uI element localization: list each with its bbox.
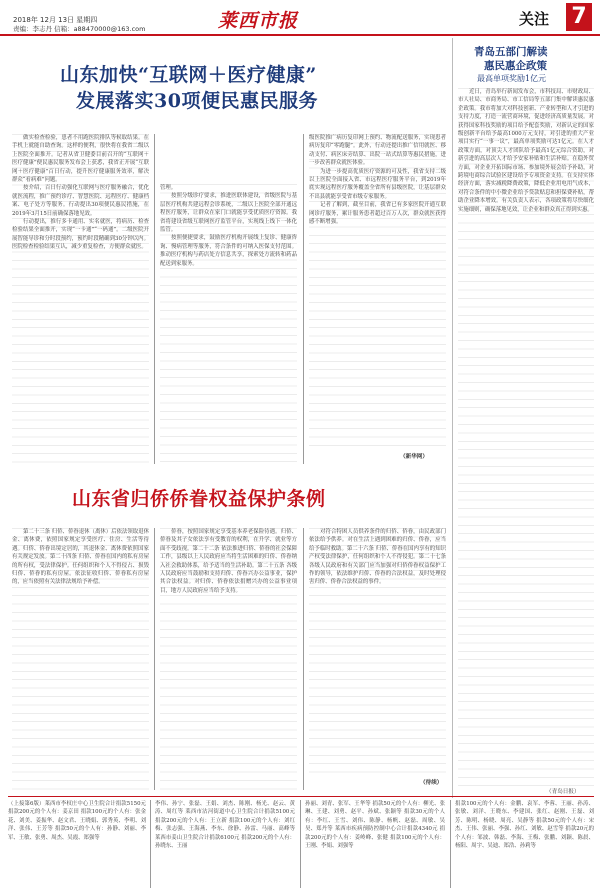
article2-divider [154, 528, 155, 790]
article1-col1-paragraph: 按介绍，百日行动强化互联网与医疗服务融合，优化就医流程，推广预约诊疗、智慧医院、远程医疗、健康档案、电子处方等服务。行动提出30项便民惠民措施，在2019年3月15日前确保落地见效。 [12, 185, 149, 217]
article1-col3-paragraph: 记者了解到，截至目前，我省已有多家医院开通互联网诊疗服务，累计服务患者超过百万人次，群众就医获得感不断增强。 [309, 202, 446, 226]
donations-top-rule [8, 796, 594, 797]
sidebar-credit: （青岛日报） [546, 789, 580, 795]
masthead [0, 0, 600, 36]
article2-column2: 侨眷，按照国家规定享受基本养老保险待遇。归侨、侨眷及其子女依法享有受教育的权利，在升学、就业等方面不受歧视。第二十二条 依法推进归侨、侨眷的社会保障工作，县级以上人民政府应当将生活困难的归侨、侨眷纳入社会救助体系，给予适当的生活补助。第二十五条 各级人民政府应当鼓励和支持归侨、侨眷兴办公益事业，保护其合法权益。对归侨、侨眷依法捐赠兴办的公益事业项目，地方人民政府应当给予支持。 [160, 528, 297, 790]
donations-column1: （上接第6版）莱西市李权庄中心卫生院合计捐款5150元 捐款200元的个人有：姜京田 捐款100元的个人有：张金花、刘美、姜振华、赵文君、王晓娟、郭秀英、李明、刘洋、张伟、王芳等 捐款50元的个人有：孙静、刘丽、李军、王敏、张勇、周杰、吴霞、郑强等 [8, 801, 146, 841]
donations-column4: 捐款100元的个人有：金鹏、袁军、李蓉、王丽、孙涛、张敏、刘洋、王晓东、李建国、张红、赵刚、王磊、刘芳、陈明、杨晓、周亮、吴静等 捐款50元的个人有：宋杰、王伟、张丽、李强、孙红、刘敏、赵雪等 捐款20元的个人有：邹波、韩磊、李海、王梅、张鹏、刘颖、陈晨、杨阳、周宇、吴迪、郑浩、孙莉等 [455, 801, 594, 850]
article1-col2-paragraph: 按照分级诊疗要求，推进医联体建设，省级医院与基层医疗机构共建远程会诊系统，二级以上医院全部开通远程医疗服务，让群众在家门口就能享受优质医疗资源。我省将建设省级互联网医疗监管平台，实现线上线下一体化监管。 [160, 193, 297, 234]
article1-divider [303, 134, 304, 464]
article1-col2-paragraph: 按照便捷要求，鼓励医疗机构开展线上复诊、健康咨询、慢病管理等服务，符合条件的可纳入医保支付范围。推动医疗机构与药店处方信息共享，探索处方流转和药品配送到家服务。 [160, 235, 297, 267]
article1-column2 [160, 184, 297, 464]
masthead-rule [0, 34, 600, 36]
article1-column1 [12, 134, 149, 464]
donations-column2: 李伟、孙宁、张磊、王娟、刘杰、陈刚、杨光、赵云、黄涛、周红等 莱西市沽河街道中心卫生院合计捐款5100元 捐款200元的个人有：王立新 捐款100元的个人有：刘红梅、张志强、王海燕、李东、徐静、孙雷、马丽、高峰等 莱西市姜山卫生院合计捐款6100元 捐款200元的个人有：孙晓东、王丽 [155, 801, 295, 850]
masthead-date: 2018年 12月 13日 星期四 [13, 16, 98, 24]
donations-divider [450, 800, 451, 888]
article2-column1: 第二十三条 归侨、侨眷退休（离休）后依法领取退休金、离休费，依照国家规定享受医疗、住房、生活等待遇。归侨、侨眷出境定居的，其退休金、离休费依照国家有关规定发放。第二十四条 归侨、侨眷在国内的私有房屋的所有权，受法律保护。任何组织和个人不得侵占、损毁归侨、侨眷的私有房屋。依法征收归侨、侨眷私有房屋的，应当依照有关法律法规给予补偿。 [12, 528, 149, 790]
sidebar-headline2: 惠民惠企政策 [484, 60, 547, 72]
article1-title-line2: 发展落实30项便民惠民服务 [76, 90, 318, 112]
section-label: 关注 [519, 10, 550, 28]
sidebar-body: 近日，青岛举行新闻发布会，市科技局、市财政局、市人社局、市商务局、市工信局等五部门集中解读惠民惠企政策。我市将加大对科技创新、产业转型和人才引进的支持力度，打造一流营商环境，促进经济高质量发展。对获得国家科技奖励的项目给予配套奖励，对新认定的国家级创新平台给予最高1000万元支持，对引进的重大产业项目实行“一事一议”，最高单项奖励可达1亿元。在人才政策方面，对顶尖人才团队给予最高1亿元综合资助，对新引进的高层次人才给予安家补贴和生活补贴。在稳外贸方面，对企业开拓国际市场、参加境外展会给予补助，对跨境电商综合试验区建设给予专项资金支持。在支持实体经济方面，落实减税降费政策，降低企业用电用气成本，对符合条件的中小微企业给予贷款贴息和担保费补贴，帮助企业降本增效。有关负责人表示，各项政策将尽快细化实施细则，确保落地见效，让企业和群众真正得到实惠。 [458, 88, 594, 788]
donations-divider [150, 800, 151, 888]
page-number-badge [566, 3, 592, 31]
article2-column3: 对符合特困人员供养条件的归侨、侨眷，由民政部门依法给予供养。对在生活上遇到困难的归侨、侨眷，应当给予临时救助。第二十六条 归侨、侨眷在国内享有的知识产权受法律保护，任何组织和个人不得侵犯。第二十七条 各级人民政府和有关部门应当加强对归侨侨眷权益保护工作的领导，依法维护归侨、侨眷的合法权益，及时处理侵害归侨、侨眷合法权益的事件。 [309, 528, 446, 778]
masthead-editor-line: 责编：李志丹 信箱：a88470000@163.com [13, 25, 146, 33]
sidebar-headline1: 青岛五部门解读 [474, 46, 548, 58]
article1-col3-paragraph: 为进一步提高优质医疗资源的可及性，我省支持二级以上医院全面接入省、市远程医疗服务平台，到2019年底实现远程医疗服务覆盖全省所有县级医院，让基层群众不出县就能享受省市级专家服务。 [309, 168, 446, 200]
article1-title-line1: 山东加快“互联网＋医疗健康” [60, 64, 317, 86]
sidebar-divider [452, 38, 453, 798]
article2-divider [303, 528, 304, 790]
donations-column3: 孙丽、刘青、张军、王华等 捐款50元的个人有：柳光、张琳、王建、刘勇、赵平、孙斌、张颖等 捐款30元的个人有：李红、王雪、刘伟、陈静、杨帆、赵磊、周敏、吴昊、郑丹等 莱西市疾病预防控制中心合计捐款4340元 捐款200元的个人有：姜岭峰、张健 捐款100元的个人有：王刚、李娟、刘强等 [305, 801, 445, 850]
article1-divider [154, 134, 155, 464]
article1-column3 [309, 134, 446, 452]
article1-col2-paragraph: 管理。 [160, 185, 177, 191]
sidebar-headline3: 最高单项奖励1亿元 [477, 74, 547, 83]
donations-divider [300, 800, 301, 888]
article1-col1-paragraph: 做实检查检验，患者不用跑医院排队等候取结果。在手机上就能自助查询。这样的便利，很快将在我省二级以上医院全面推开。记者从省卫健委目前召开的“互联网＋医疗健康”便民惠民服务发布会上获悉，我省正开展“互联网＋医疗健康”百日行动，提升医疗健康服务效率，解决群众“看病难”问题。 [12, 135, 149, 184]
paper-logo: 莱西市报 [218, 10, 299, 32]
page-number: 7 [571, 4, 587, 29]
article1-credit: （新华网） [400, 454, 428, 460]
article1-col1-paragraph: 行动提出，推行多卡通用、实名就医，将病历、检查检验结果全面推开，实现“一卡通”“一码通”。二级医院开展智能导诊和分时段预约，预约时段精确到30分钟以内。医院检查检验结果互认，减少重复检查，方便群众就医。 [12, 219, 149, 251]
article2-credit: （待续） [420, 780, 443, 786]
article2-title: 山东省归侨侨眷权益保护条例 [72, 488, 326, 510]
article1-col3-paragraph: 级医院推广病历复印网上预约、物流配送服务，实现患者病历复印“零跑腿”。此外，行动还提出推广信用就医、移动支付、病区床旁结算、出院一站式结算等惠民措施，进一步改善群众就医体验。 [309, 135, 446, 167]
